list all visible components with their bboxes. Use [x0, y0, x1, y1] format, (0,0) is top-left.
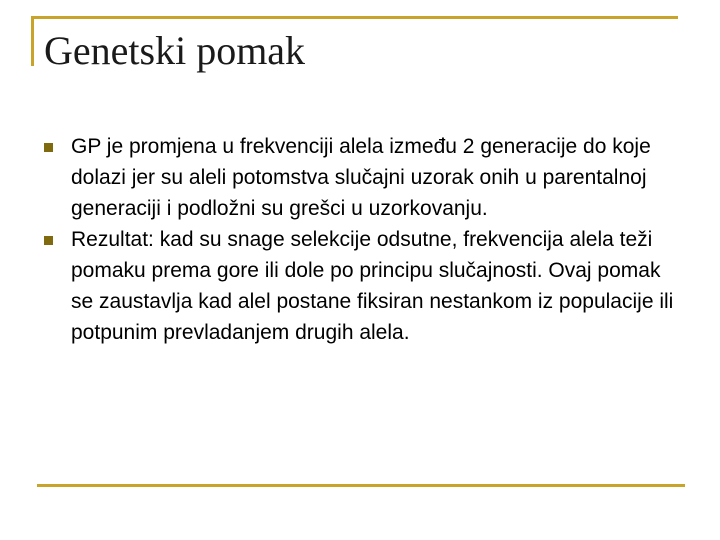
bullet-text: Rezultat: kad su snage selekcije odsutne, frekvencija alela teži pomaku prema gore ili dole po principu slučajnosti. Ovaj pomak se zaustavlja kad alel postane fiksiran nestankom iz populacije ili potpunim prevladanjem drugih alela.: [71, 228, 674, 344]
bottom-accent-line: [37, 484, 685, 487]
bullet-text: GP je promjena u frekvenciji alela između 2 generacije do koje dolazi jer su aleli potomstva slučajni uzorak onih u parentalnoj generaciji i podložni su grešci u uzorkovanju.: [71, 135, 651, 220]
square-bullet-icon: [44, 236, 53, 245]
top-accent-line: [31, 16, 678, 19]
bullet-item: [44, 224, 674, 348]
bullet-list: [44, 131, 674, 348]
bullet-item: [44, 131, 674, 224]
square-bullet-icon: [44, 143, 53, 152]
left-accent-line: [31, 16, 34, 66]
slide-title: Genetski pomak: [44, 28, 306, 73]
